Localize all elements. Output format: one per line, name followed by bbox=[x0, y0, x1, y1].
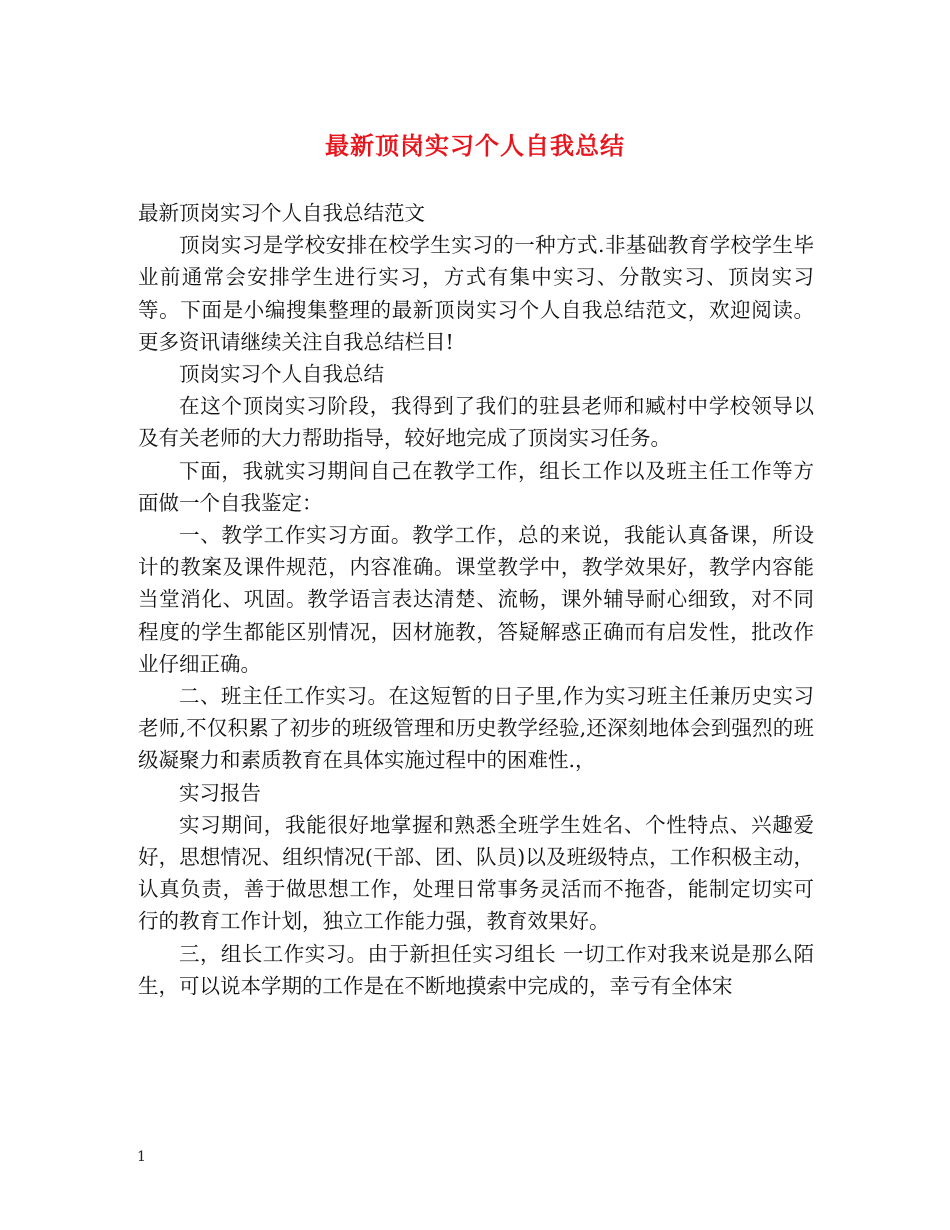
section-heading: 实习报告 bbox=[179, 780, 261, 805]
document-title: 最新顶岗实习个人自我总结 bbox=[325, 131, 625, 160]
body-paragraph: 三，组长工作实习。由于新担任实习组长 一切工作对我来说是那么陌生，可以说本学期的工作是在不断地摸索中完成的，幸亏有全体宋 bbox=[138, 941, 814, 998]
body-paragraph: 二、班主任工作实习。在这短暂的日子里,作为实习班主任兼历史实习老师,不仅积累了初步的班级管理和历史教学经验,还深刻地体会到强烈的班级凝聚力和素质教育在具体实施过程中的困难性.， bbox=[138, 684, 814, 773]
body-paragraph: 下面，我就实习期间自己在教学工作，组长工作以及班主任工作等方面做一个自我鉴定： bbox=[138, 458, 814, 515]
body-paragraph: 顶岗实习是学校安排在校学生实习的一种方式.非基础教育学校学生毕业前通常会安排学生进行实习，方式有集中实习、分散实习、顶岗实习等。下面是小编搜集整理的最新顶岗实习个人自我总结范文，欢迎阅读。更多资讯请继续关注自我总结栏目! bbox=[138, 233, 814, 354]
body-paragraph-subtitle: 最新顶岗实习个人自我总结范文 bbox=[138, 201, 425, 225]
body-paragraph: 一、教学工作实习方面。教学工作，总的来说，我能认真备课，所设计的教案及课件规范，内容准确。课堂教学中，教学效果好，教学内容能当堂消化、巩固。教学语言表达清楚、流畅，课外辅导耐心细致，对不同程度的学生都能区别情况，因材施教，答疑解惑正确而有启发性，批改作业仔细正确。 bbox=[138, 523, 814, 676]
section-heading: 顶岗实习个人自我总结 bbox=[179, 362, 384, 387]
body-paragraph: 实习期间，我能很好地掌握和熟悉全班学生姓名、个性特点、兴趣爱好，思想情况、组织情况(干部、团、队员)以及班级特点，工作积极主动，认真负责，善于做思想工作，处理日常事务灵活而不拖沓，能制定切实可行的教育工作计划，独立工作能力强，教育效果好。 bbox=[138, 812, 814, 934]
body-paragraph: 在这个顶岗实习阶段，我得到了我们的驻县老师和臧村中学校领导以及有关老师的大力帮助指导，较好地完成了顶岗实习任务。 bbox=[138, 394, 814, 451]
document-body bbox=[138, 197, 814, 1002]
page-number: 1 bbox=[137, 1149, 146, 1165]
